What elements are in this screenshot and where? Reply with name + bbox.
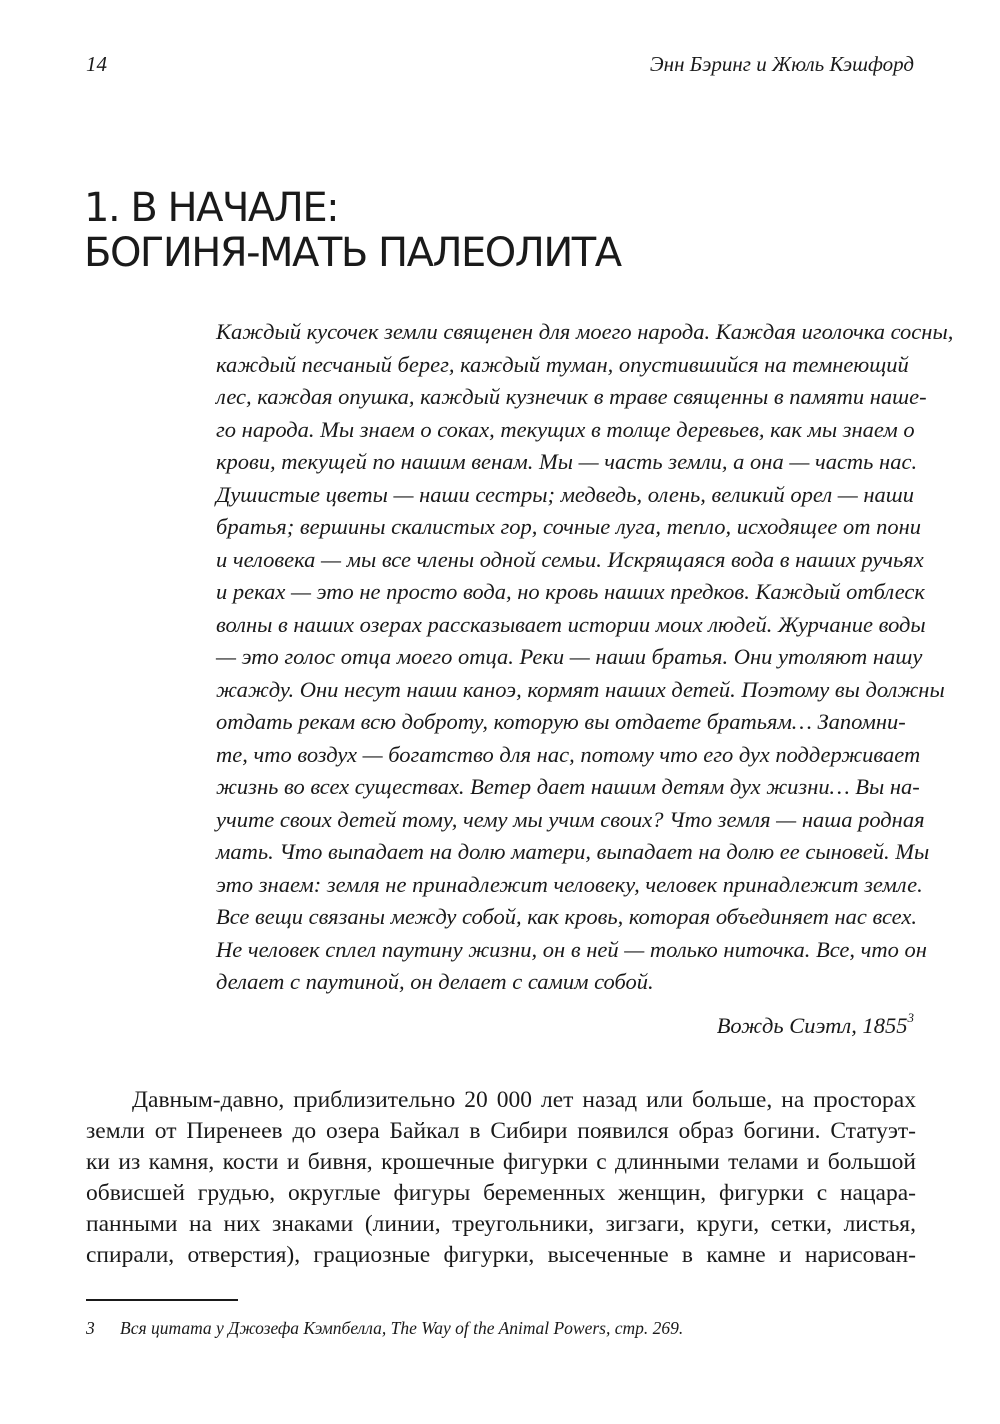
epigraph-line: братья; вершины скалистых гор, сочные луга, тепло, исходящее от пони: [216, 514, 922, 539]
body-line: спирали, отверстия), грациозные фигурки, высеченные в камне и нарисован-: [86, 1242, 916, 1268]
body-line: обвисшей грудью, округлые фигуры беременных женщин, фигурки с нацара-: [86, 1180, 916, 1206]
epigraph-line: отдать рекам всю доброту, которую вы отдаете братьям… Запомни-: [216, 709, 906, 734]
epigraph-line: го народа. Мы знаем о соках, текущих в толще деревьев, как мы знаем о: [216, 416, 915, 442]
epigraph-line: Все вещи связаны между собой, как кровь, которая объединяет нас всех.: [216, 904, 917, 929]
epigraph-line: жизнь во всех существах. Ветер дает нашим детям дух жизни… Вы на-: [216, 774, 920, 799]
epigraph-quote: [216, 316, 954, 999]
epigraph-line: делает с паутиной, он делает с самим собой.: [216, 969, 654, 994]
epigraph-line: крови, текущей по нашим венам. Мы — часть земли, а она — часть нас.: [216, 449, 918, 474]
body-line: панными на них знаками (линии, треугольники, зигзаги, круги, сетки, листья,: [86, 1211, 916, 1237]
body-line: ки из камня, кости и бивня, крошечные фигурки с длинными телами и большой: [86, 1149, 916, 1175]
page-number: 14: [86, 52, 107, 76]
epigraph-line: это знаем: земля не принадлежит человеку, человек принадлежит земле.: [216, 871, 923, 897]
chapter-title-line-1: 1. В НАЧАЛЕ:: [84, 185, 339, 231]
epigraph-line: жажду. Они несут наши каноэ, кормят наших детей. Поэтому вы должны: [216, 676, 945, 702]
epigraph-line: Каждый кусочек земли священен для моего народа. Каждая иголочка сосны,: [216, 319, 954, 344]
body-line: земли от Пиренеев до озера Байкал в Сибири появился образ богини. Статуэт-: [86, 1118, 916, 1144]
body-line: Давным-давно, приблизительно 20 000 лет назад или больше, на просторах: [132, 1087, 916, 1113]
body-paragraph: [86, 1085, 916, 1271]
footnote-divider: [86, 1299, 238, 1301]
epigraph-line: мать. Что выпадает на долю матери, выпадает на долю ее сыновей. Мы: [216, 839, 930, 864]
running-header-authors: Энн Бэринг и Жюль Кэшфорд: [649, 52, 914, 76]
epigraph-attribution: [716, 1010, 914, 1039]
epigraph-line: Душистые цветы — наши сестры; медведь, олень, великий орел — наши: [216, 481, 915, 507]
epigraph-line: учите своих детей тому, чему мы учим своих? Что земля — наша родная: [216, 806, 925, 832]
epigraph-line: — это голос отца моего отца. Реки — наши братья. Они утоляют нашу: [216, 644, 923, 669]
attribution-text: Вождь Сиэтл, 1855: [716, 1013, 908, 1038]
epigraph-line: и реках — это не просто вода, но кровь наших предков. Каждый отблеск: [216, 579, 925, 604]
epigraph-line: Не человек сплел паутину жизни, он в ней — только ниточка. Все, что он: [216, 936, 927, 962]
running-header: [86, 52, 914, 82]
epigraph-line: каждый песчаный берег, каждый туман, опустившийся на темнеющий: [216, 351, 909, 377]
epigraph-line: те, что воздух — богатство для нас, потому что его дух поддерживает: [216, 741, 921, 767]
footnote: [86, 1318, 916, 1339]
footnote-text: Вся цитата у Джозефа Кэмпбелла, The Way of the Animal Powers, стр. 269.: [120, 1318, 684, 1338]
footnote-number: 3: [86, 1318, 95, 1338]
epigraph-line: и человека — мы все члены одной семьи. Искрящаяся вода в наших ручьях: [216, 546, 924, 572]
footnote-reference[interactable]: 3: [907, 1010, 914, 1025]
chapter-title: [84, 186, 621, 276]
epigraph-line: лес, каждая опушка, каждый кузнечик в траве священны в памяти наше-: [216, 384, 927, 409]
chapter-title-line-2: БОГИНЯ-МАТЬ ПАЛЕОЛИТА: [84, 230, 621, 276]
epigraph-line: волны в наших озерах рассказывает истории моих людей. Журчание воды: [216, 611, 926, 637]
